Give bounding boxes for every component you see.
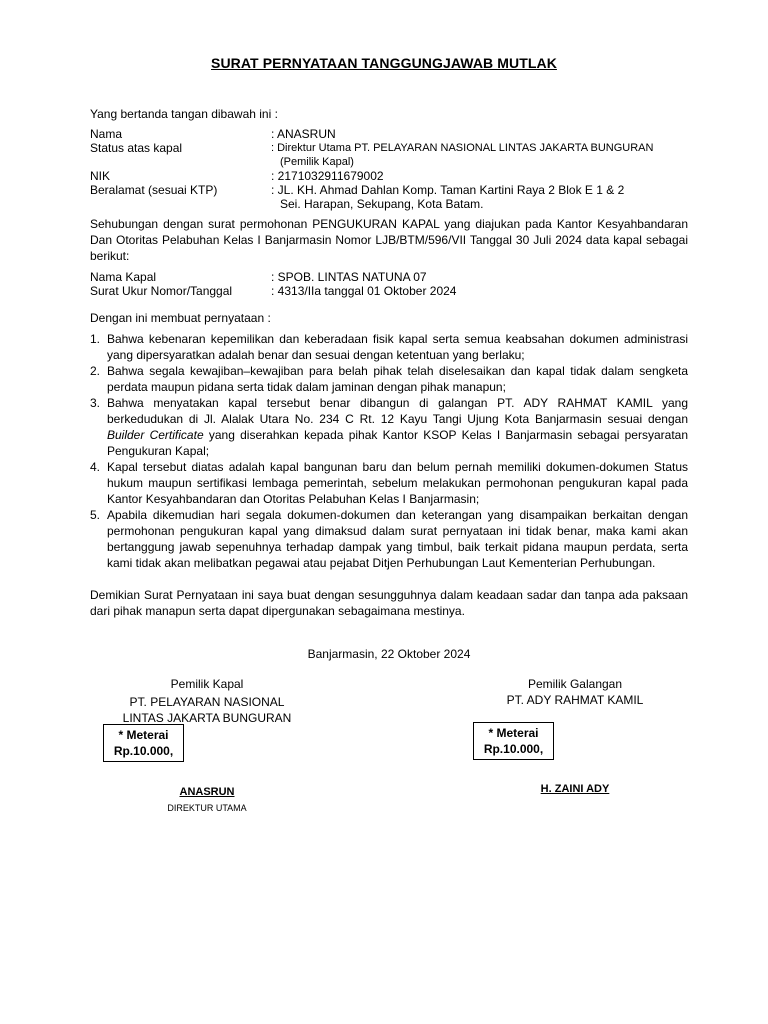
address-label: Beralamat (sesuai KTP) [90,183,218,197]
item-text: Bahwa kebenaran kepemilikan dan keberadaan fisik kapal serta semua keabsahan dokumen administrasi yang dipersyaratkan adalah benar dan sesuai dengan ketentuan yang berlaku; [107,332,688,362]
item-text-emphasis: Builder Certificate [107,428,204,442]
ship-details [90,269,688,297]
item-number: 5. [90,508,101,522]
ship-measure-row [90,283,688,297]
left-signature-block [107,676,307,726]
address-value: : JL. KH. Ahmad Dahlan Komp. Taman Kartini Raya 2 Blok E 1 & 2 [271,183,625,197]
right-signer [475,781,675,797]
statement-items [90,331,688,571]
left-signer-position: DIREKTUR UTAMA [167,803,247,813]
right-stamp-line-1: * Meterai [488,726,539,740]
statement-item [90,459,688,507]
signer-status-row [90,140,688,154]
statement-item [90,395,688,459]
item-text: Bahwa segala kewajiban–kewajiban para belah pihak telah diselesaikan dan kapal tidak dalam sengketa perdata maupun pidana serta tidak dalam jaminan dengan pihak manapun; [107,364,688,394]
nik-label: NIK [90,169,111,183]
right-role: Pemilik Galangan [527,677,623,691]
status-value: : Direktur Utama PT. PELAYARAN NASIONAL LINTAS JAKARTA BUNGURAN [271,142,654,154]
nik-value: : 2171032911679002 [271,169,384,183]
right-company: PT. ADY RAHMAT KAMIL [506,693,644,707]
left-company-2: LINTAS JAKARTA BUNGURAN [122,711,292,725]
item-text-a: Bahwa menyatakan kapal tersebut benar dibangun di galangan PT. ADY RAHMAT KAMIL yang berkedudukan di Jl. Alalak Utara No. 234 C Rt. 12 Kayu Tangi Ujung Kota Banjarmasin sesuai dengan [107,396,688,426]
statement-list [90,331,688,571]
place-date [90,646,688,662]
signer-address-row-2 [90,196,688,210]
item-text-b: yang diserahkan kepada pihak Kantor KSOP Kelas I Banjarmasin sebagai persyaratan Pengukuran Kapal; [107,428,688,458]
context-paragraph [90,216,688,264]
intro-line: Yang bertanda tangan dibawah ini : [90,107,278,121]
ship-name-row [90,269,688,283]
left-role: Pemilik Kapal [170,677,244,691]
ship-name-value: : SPOB. LINTAS NATUNA 07 [271,270,427,284]
statement-item [90,331,688,363]
right-signer-name: H. ZAINI ADY [540,783,610,795]
item-number: 2. [90,364,101,378]
statement-intro [90,310,688,326]
item-number: 4. [90,460,101,474]
signer-status-row-2 [90,154,688,168]
signer-name-row [90,126,688,140]
closing-paragraph [90,587,688,619]
signer-nik-row [90,168,688,182]
place-date-text: Banjarmasin, 22 Oktober 2024 [307,647,471,661]
name-label: Nama [90,127,123,141]
signer-details [90,126,688,210]
left-stamp-box [103,724,184,762]
left-signer [107,784,307,816]
statement-item [90,363,688,395]
statement-item [90,507,688,571]
item-text: Apabila dikemudian hari segala dokumen-dokumen dan keterangan yang disampaikan berkaitan dengan permohonan pengukuran kapal yang dimaksud dalam surat pernyataan ini tidak benar, maka kami akan bertanggung jawab sepenuhnya terhadap dampak yang timbul, baik terkait pidana maupun perdata, serta kami tidak akan melibatkan pegawai atau pejabat Ditjen Perhubungan Laut Kementerian Perhubungan. [107,508,688,570]
document-title: SURAT PERNYATAAN TANGGUNGJAWAB MUTLAK [211,55,557,71]
ship-name-label: Nama Kapal [90,270,157,284]
status-label: Status atas kapal [90,141,183,155]
left-stamp-line-2: Rp.10.000, [113,744,174,758]
statement-intro-text: Dengan ini membuat pernyataan : [90,311,271,325]
ship-measure-value: : 4313/IIa tanggal 01 Oktober 2024 [271,284,457,298]
name-value: : ANASRUN [271,127,336,141]
left-stamp-line-1: * Meterai [118,728,169,742]
status-value-2: (Pemilik Kapal) [280,156,354,168]
address-value-2: Sei. Harapan, Sekupang, Kota Batam. [280,197,484,211]
right-signature-block [475,676,675,708]
right-stamp-line-2: Rp.10.000, [483,742,544,756]
intro-text [90,106,688,122]
left-signer-name: ANASRUN [179,786,235,798]
item-number: 3. [90,396,101,410]
context-text: Sehubungan dengan surat permohonan PENGUKURAN KAPAL yang diajukan pada Kantor Kesyahbandaran Dan Otoritas Pelabuhan Kelas I Banjarmasin Nomor LJB/BTM/596/VII Tanggal 30 Juli 2024 data kapal sebagai berikut: [90,217,688,263]
closing-text: Demikian Surat Pernyataan ini saya buat dengan sesungguhnya dalam keadaan sadar dan tanpa ada paksaan dari pihak manapun serta dapat dipergunakan sebagaimana mestinya. [90,588,688,618]
signer-address-row [90,182,688,196]
item-text: Kapal tersebut diatas adalah kapal bangunan baru dan belum pernah memiliki dokumen-dokumen Status hukum maupun sertifikasi lembaga pemerintah, sebelum melakukan permohonan pengukuran kapal pada Kantor Kesyahbandaran dan Otoritas Pelabuhan Kelas I Banjarmasin; [107,460,688,506]
left-company-1: PT. PELAYARAN NASIONAL [129,695,285,709]
item-number: 1. [90,332,101,346]
ship-measure-label: Surat Ukur Nomor/Tanggal [90,284,233,298]
right-stamp-box [473,722,554,760]
